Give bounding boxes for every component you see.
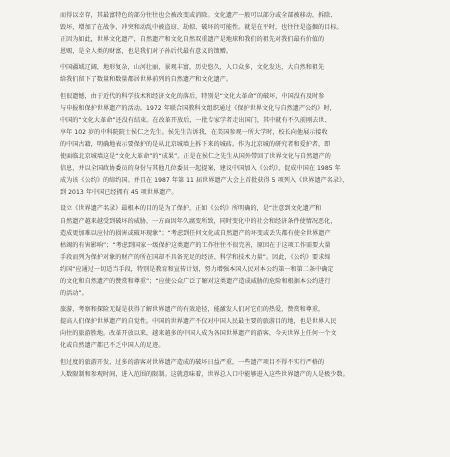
text-line: 造成更加难以应付的损害或破坏现象”；“考虑到任何文化或自然遗产的坏变或丢失都有使全世界遗产	[60, 229, 331, 237]
text-line: 使面临北京城墙这是“文化大革命”的“成果”。正是在侯仁之先生从国外带回了世界文化与自然遗产的	[60, 153, 331, 161]
text-line: 自然遗产越来越受到破坏的威胁，一方面因年久腐变所致，同时变化中的社会和经济条件使情况恶化，	[60, 217, 337, 225]
text-line: 化或自然遗产都已不乏中国人的足迹。	[60, 342, 165, 350]
text-line: 向往的旅游胜地。改革开放以来，越来越多的中国人成为各国世界遗产的游客，今天世界上任何一个文	[60, 330, 337, 338]
text-line: 手段而列为保护对象的财产的所在国却不具备充足的经济、科学和技术力量”。因此，《公约》要求缔	[60, 253, 331, 261]
text-line: 提高人们保护世界遗产的自觉性。中国的世界遗产不仅对中国人民最主要的旅游目的地，也是世界人民	[60, 318, 337, 326]
text-line: 的活动”。	[60, 290, 88, 298]
text-line: 而得以幸存，其最富特色的部分往往也会被改变或消除。文化遗产一般可以部分或全部被移动、拆除、	[60, 12, 337, 19]
text-line: 但过度的旅游开发，过多的游客对世界遗产造成的破坏日益严重，一些遗产项目不得不实行严格的	[60, 358, 325, 366]
text-line: 约国“应通过一切适当手段，特别是教育和宣传计划，努力增强本国人民对本公约第一和第二条中确定	[60, 265, 334, 273]
text-line: 的中国古籍，明确地表示要保护的是从北京城墙上拆下来的城砖。作为北京城的研究者和爱护者，即	[60, 140, 331, 148]
body-text	[60, 10, 403, 381]
text-line: 的文化和自然遗产的赞赏和尊重”；“应使公众广泛了解对这类遗产造成威胁的危险和根据本公约进行	[60, 277, 331, 285]
text-line: 恩赐，是全人类的财富，也是我们对子孙后代最有意义的馈赠。	[60, 48, 233, 56]
text-line: 毁坏，增加了在战争、冲突和动乱中被盗窃、劫掠、破坏的可能性。就是在平时，也往往是盗掘的目标。	[60, 24, 343, 32]
text-line: 枯竭的有害影响”；“考虑到国家一级保护这类遗产的工作往往不很完善，原因在于这项工作需要大量	[60, 241, 331, 249]
text-line: 中国的“文化大革命”还没有结束。在改革开放后，一批专家学者走出国门，其中就有不久前刚去世、	[60, 116, 331, 124]
text-line: 享年 102 岁的中科院院士侯仁之先生。侯先生告诉我，在美国参观一所大学时，校长向他展示接收	[60, 128, 328, 136]
text-line: 到 2013 年中国已经拥有 45 项世界遗产。	[60, 189, 178, 197]
text-line: 与申报和保护世界遗产的活动。1972 年联合国教科文组织通过《保护世界文化与自然遗产公约》时，	[60, 104, 336, 112]
text-line: 信息，并以全国政协委员的身份与其他几位委员一起提案，建议中国加入《公约》，促成中国在 1985 年	[60, 165, 341, 173]
text-line: 中国疆域辽阔，地形复杂，山河壮丽，景观丰富，历史悠久，人口众多，文化发达，大自然和祖先	[60, 64, 325, 72]
text-line: 旅游，考察和探险无疑是获得了解世界遗产的有效途径，能激发人们对它们的热爱，赞赏和尊重，	[60, 306, 325, 314]
text-line: 给我们留下了数量和数量都居世界前列的自然遗产和文化遗产。	[60, 76, 233, 84]
text-line: 人数限制和参观时间，进入范围的限制。这就意味着，世界总人口中能够进入这些世界遗产的人是极少数。	[60, 370, 349, 378]
text-line: 成为该《公约》的缔约国。并且在 1987 年第 11 届世界遗产大会上首批获得 5 项列入《世界遗产名录》，	[60, 177, 349, 185]
text-line: 但很遗憾，由于近代的科学技术和经济文化的落后，特别是“文化大革命”的破坏，中国没有及时参	[60, 92, 325, 100]
text-line: 设立《世界遗产名录》最根本的目的是为了保护，正如《公约》所明确的，是“注意到文化遗产和	[60, 205, 322, 213]
text-line: 正因为如此，世界文化遗产，自然遗产和文化自然双重遗产是地球和我们的祖先对我们最有价值的	[60, 36, 325, 44]
